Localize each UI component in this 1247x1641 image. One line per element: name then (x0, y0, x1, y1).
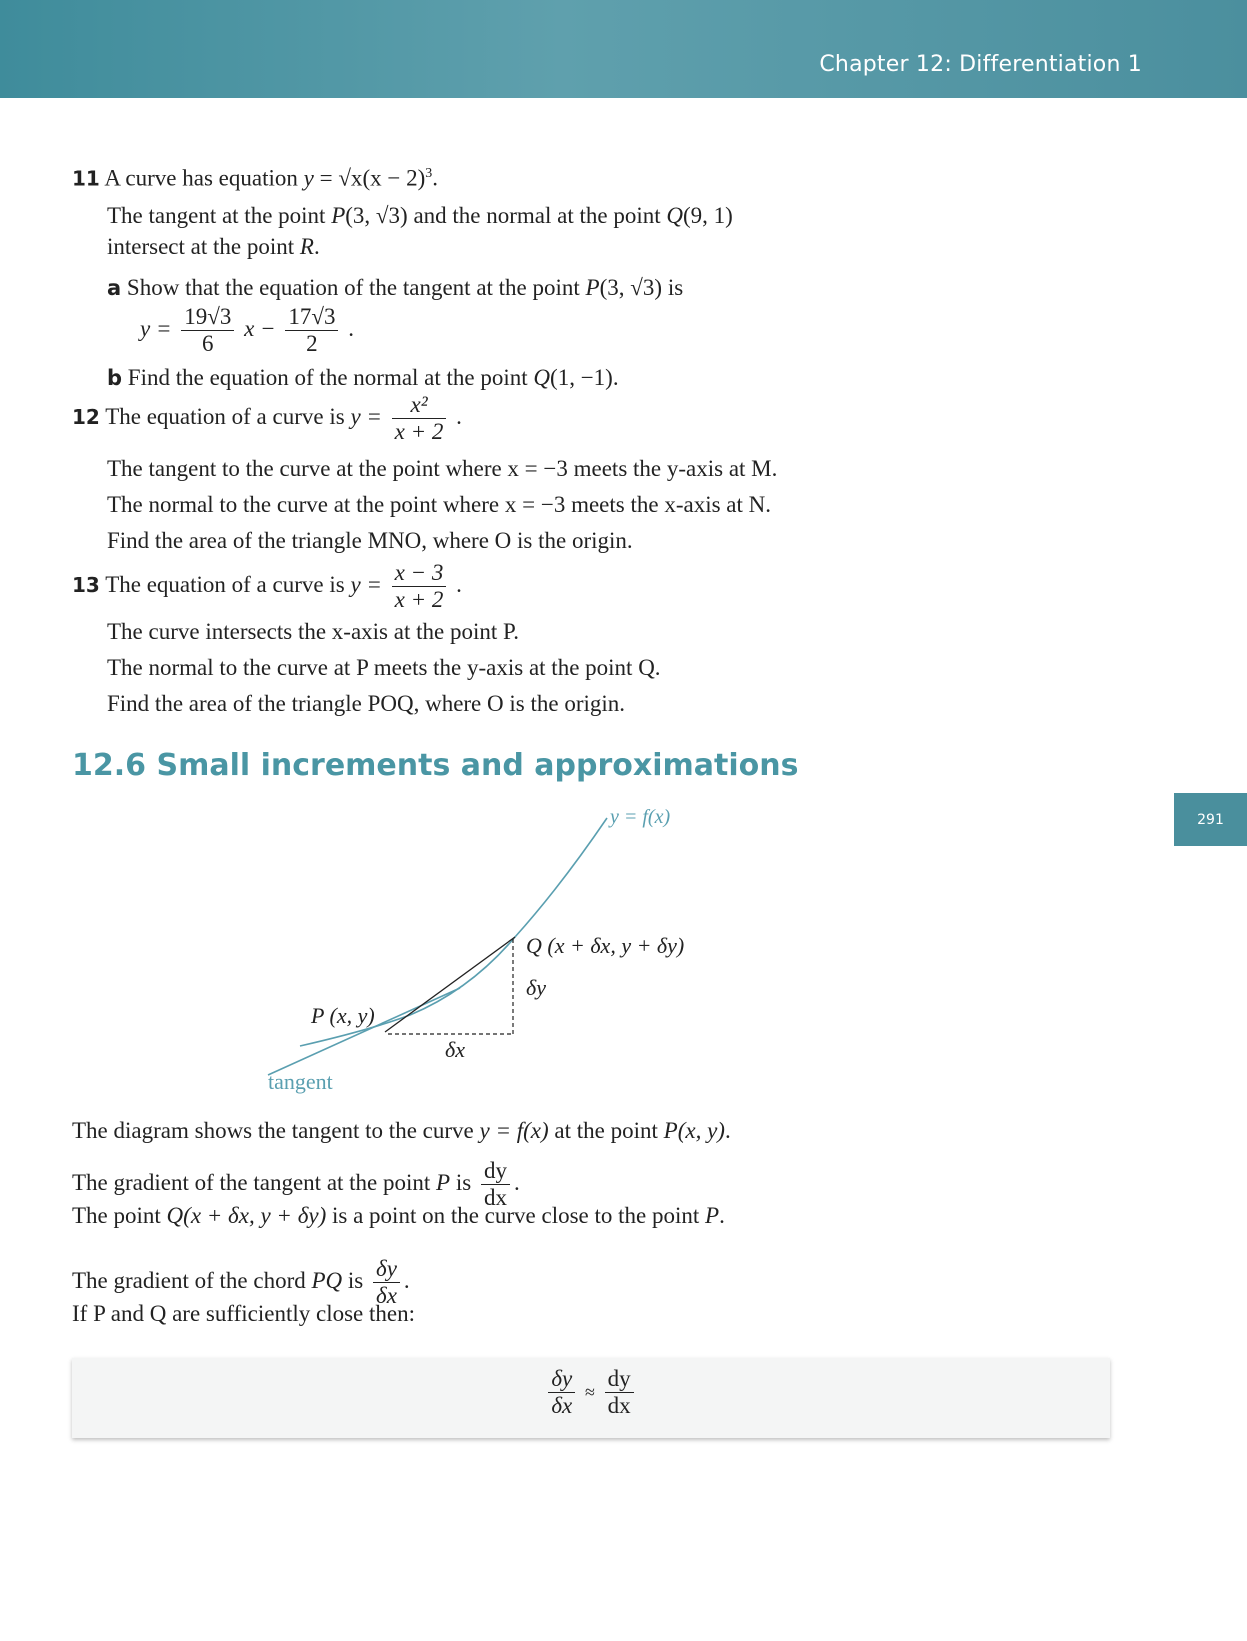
q12-line2: The tangent to the curve at the point where x = −3 meets the y-axis at M. (107, 456, 778, 481)
q11-number: 11 (72, 166, 100, 191)
body-line5: If P and Q are sufficiently close then: (72, 1301, 415, 1326)
q12-line1: 12 The equation of a curve is y = $\frac{\text{x²}}{x + 2}$ . (72, 392, 462, 444)
approximation-formula (72, 1366, 1110, 1419)
q11a-label: a (107, 276, 122, 300)
q13-line1: 13 The equation of a curve is y = $\frac{x - 3}{x + 2}$ . (72, 560, 462, 612)
page-number-tab: 291 (1174, 793, 1247, 846)
chapter-title: Chapter 12: Differentiation 1 (819, 52, 1142, 77)
section-title: Small increments and approximations (156, 748, 799, 783)
q-point-label: Q (x + δx, y + δy) (526, 933, 685, 958)
q11b-line: b Find the equation of the normal at the point Q(1, −1). (107, 365, 619, 390)
chord-pq (385, 937, 515, 1032)
q11a-line: a Show that the equation of the tangent at the point P(3, √3) is (107, 275, 684, 300)
tangent-chord-diagram (0, 790, 760, 1100)
q13-line3: The normal to the curve at P meets the y-axis at the point Q. (107, 655, 661, 680)
fraction: $\frac{\delta y}{\delta x}$ (548, 1366, 575, 1419)
section-number: 12.6 (72, 748, 147, 783)
curve-label: y = f(x) (610, 806, 671, 828)
fraction: $\frac{19√3}{6}$ (181, 304, 234, 357)
fraction: $\frac{17√3}{2}$ (285, 304, 338, 357)
body-line1: The diagram shows the tangent to the curve y = f(x) at the point P(x, y). (72, 1118, 731, 1143)
q12-number: 12 (72, 404, 100, 429)
q11-line3: intersect at the point R. (107, 234, 320, 259)
fraction: $\frac{dy}{dx}$ (481, 1158, 510, 1211)
tangent-label: tangent (268, 1069, 333, 1094)
q11a-equation: y = $\frac{19√3}{6}$ x − $\frac{17√3}{2}$ . (140, 304, 354, 356)
tangent-line (268, 988, 460, 1075)
fraction: $\frac{dy}{dx}$ (605, 1366, 634, 1419)
section-heading (72, 748, 798, 783)
q11b-label: b (107, 366, 123, 390)
body-line2: The gradient of the tangent at the point P is $\frac{dy}{dx}$ . (72, 1158, 520, 1210)
q13-line2: The curve intersects the x-axis at the point P. (107, 619, 519, 644)
delta-y-label: δy (526, 975, 546, 1000)
header-band (0, 0, 1247, 98)
q12-line3: The normal to the curve at the point where x = −3 meets the x-axis at N. (107, 492, 771, 517)
fraction: $\frac{\text{x²}}{x + 2}$ (392, 392, 447, 445)
q12-line4: Find the area of the triangle MNO, where O is the origin. (107, 528, 633, 553)
approx-sign: ≈ (585, 1381, 595, 1402)
fraction: $\frac{\delta y}{\delta x}$ (373, 1256, 400, 1309)
body-line4: The gradient of the chord PQ is $\frac{\delta y}{\delta x}$ . (72, 1256, 410, 1308)
q13-line4: Find the area of the triangle POQ, where O is the origin. (107, 691, 626, 716)
body-line3: The point Q(x + δx, y + δy) is a point on the curve close to the point P. (72, 1203, 725, 1228)
q11-line1: 11 A curve has equation $y = √x(x - 2)^3$. (72, 165, 438, 191)
fraction: $\frac{x - 3}{x + 2}$ (392, 560, 447, 613)
p-point-label: P (x, y) (311, 1003, 375, 1028)
delta-x-label: δx (445, 1037, 465, 1062)
q13-number: 13 (72, 572, 100, 597)
q11-line2: The tangent at the point P(3, √3) and the normal at the point Q(9, 1) (107, 203, 733, 228)
key-formula-box (72, 1358, 1110, 1438)
